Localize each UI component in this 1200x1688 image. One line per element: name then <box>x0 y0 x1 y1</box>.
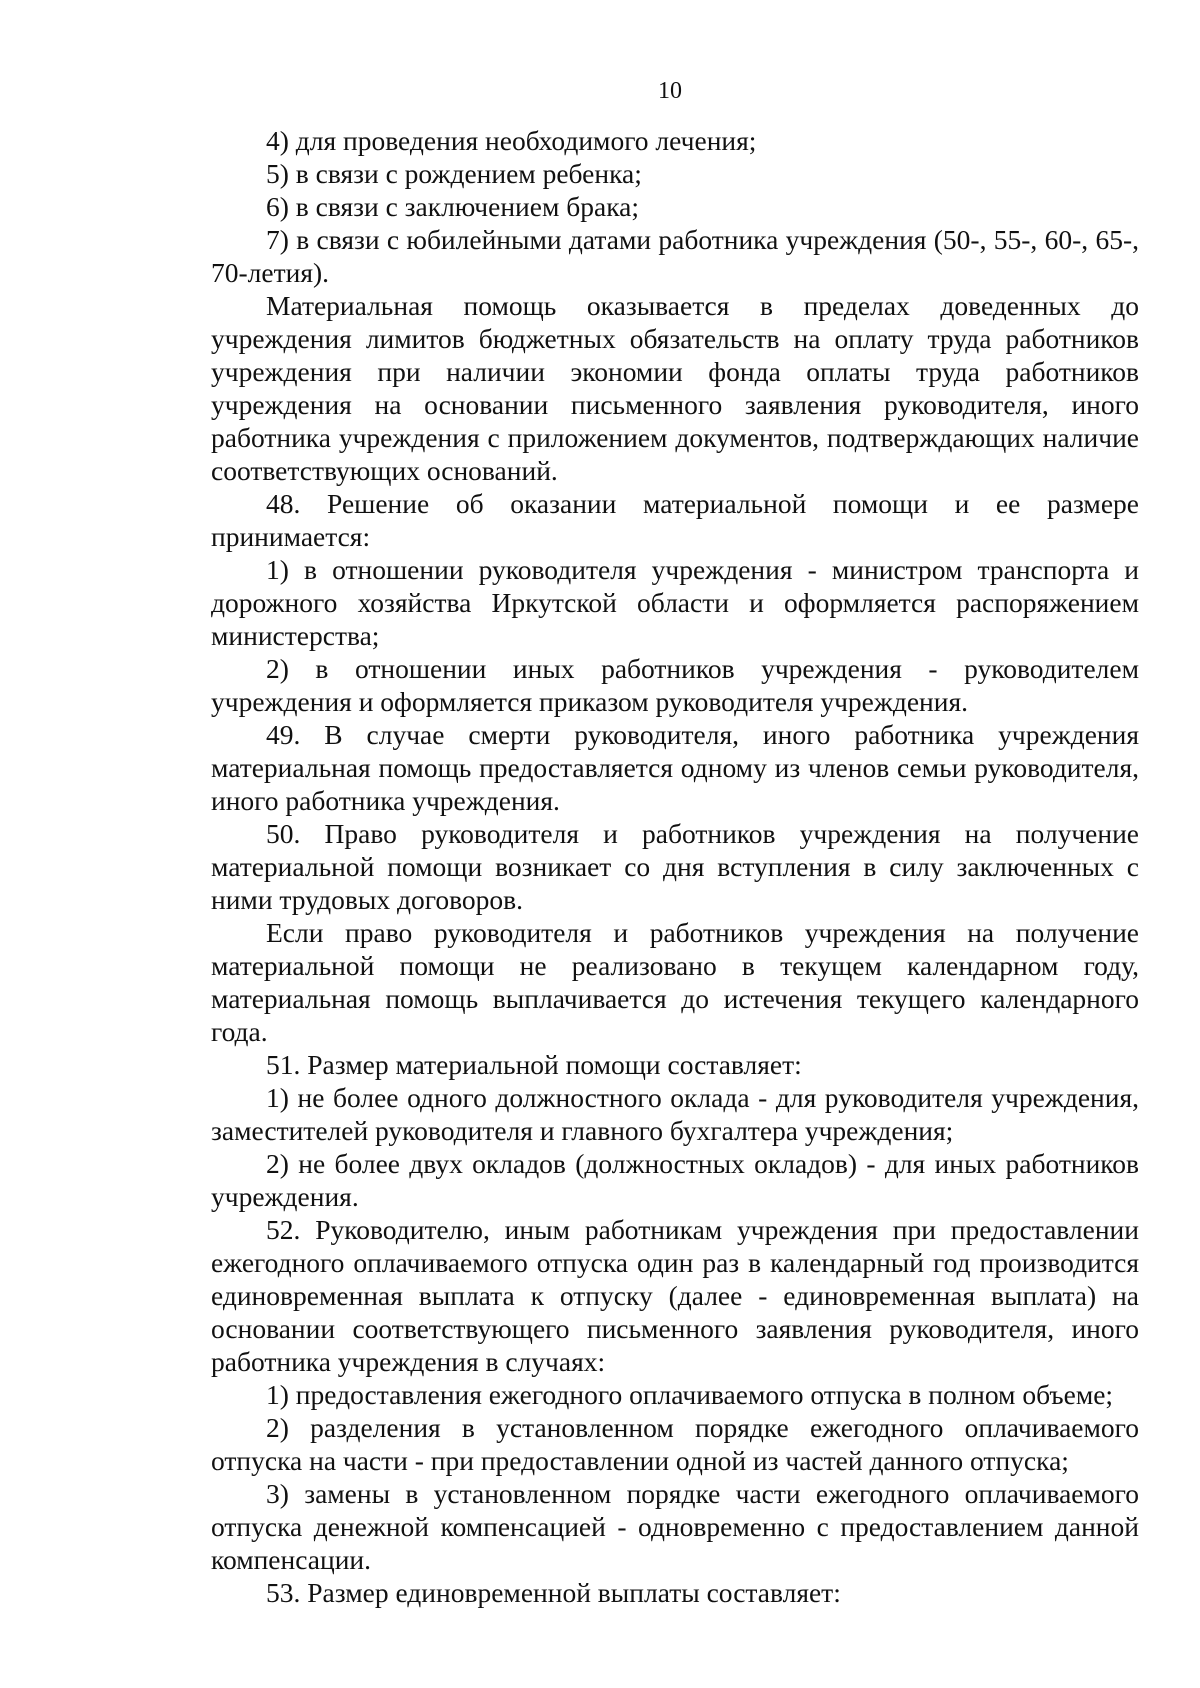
page-number: 10 <box>658 78 682 104</box>
paragraph-clause-52-item-2: 2) разделения в установленном порядке ежегодного оплачиваемого отпуска на части - при предоставлении одной из частей данного отпуска; <box>211 1412 1139 1476</box>
paragraph-item-6-marriage: 6) в связи с заключением брака; <box>266 191 639 222</box>
paragraph-clause-52-item-3: 3) замены в установленном порядке части ежегодного оплачиваемого отпуска денежной компенсацией - одновременно с предоставлением данной компенсации. <box>211 1478 1139 1575</box>
paragraph-clause-51: 51. Размер материальной помощи составляет: <box>266 1049 802 1080</box>
paragraph-clause-48-item-1: 1) в отношении руководителя учреждения - министром транспорта и дорожного хозяйства Иркутской области и оформляется распоряжением министерства; <box>211 554 1139 651</box>
paragraph-clause-49: 49. В случае смерти руководителя, иного работника учреждения материальная помощь предоставляется одному из членов семьи руководителя, иного работника учреждения. <box>211 719 1139 816</box>
paragraph-item-7-anniversary: 7) в связи с юбилейными датами работника учреждения (50-, 55-, 60-, 65-, 70-летия). <box>211 224 1139 288</box>
paragraph-clause-48: 48. Решение об оказании материальной помощи и ее размере принимается: <box>211 488 1139 552</box>
paragraph-clause-50-continuation: Если право руководителя и работников учреждения на получение материальной помощи не реализовано в текущем календарном году, материальная помощь выплачивается до истечения текущего календарного года. <box>211 917 1139 1047</box>
paragraph-clause-48-item-2: 2) в отношении иных работников учреждения - руководителем учреждения и оформляется приказом руководителя учреждения. <box>211 653 1139 717</box>
paragraph-material-aid-limits: Материальная помощь оказывается в пределах доведенных до учреждения лимитов бюджетных обязательств на оплату труда работников учреждения при наличии экономии фонда оплаты труда работников учреждения на основании письменного заявления руководителя, иного работника учреждения с приложением документов, подтверждающих наличие соответствующих оснований. <box>211 290 1139 486</box>
document-body <box>211 124 1139 1609</box>
paragraph-clause-53: 53. Размер единовременной выплаты составляет: <box>266 1577 841 1608</box>
paragraph-item-5-childbirth: 5) в связи с рождением ребенка; <box>266 158 642 189</box>
paragraph-clause-51-item-2: 2) не более двух окладов (должностных окладов) - для иных работников учреждения. <box>211 1148 1139 1212</box>
paragraph-clause-51-item-1: 1) не более одного должностного оклада - для руководителя учреждения, заместителей руководителя и главного бухгалтера учреждения; <box>211 1082 1139 1146</box>
paragraph-clause-50: 50. Право руководителя и работников учреждения на получение материальной помощи возникает со дня вступления в силу заключенных с ними трудовых договоров. <box>211 818 1139 915</box>
paragraph-item-4-treatment: 4) для проведения необходимого лечения; <box>266 125 757 156</box>
paragraph-clause-52-item-1: 1) предоставления ежегодного оплачиваемого отпуска в полном объеме; <box>266 1379 1114 1410</box>
paragraph-clause-52: 52. Руководителю, иным работникам учреждения при предоставлении ежегодного оплачиваемого отпуска один раз в календарный год производится единовременная выплата к отпуску (далее - единовременная выплата) на основании соответствующего письменного заявления руководителя, иного работника учреждения в случаях: <box>211 1214 1139 1377</box>
